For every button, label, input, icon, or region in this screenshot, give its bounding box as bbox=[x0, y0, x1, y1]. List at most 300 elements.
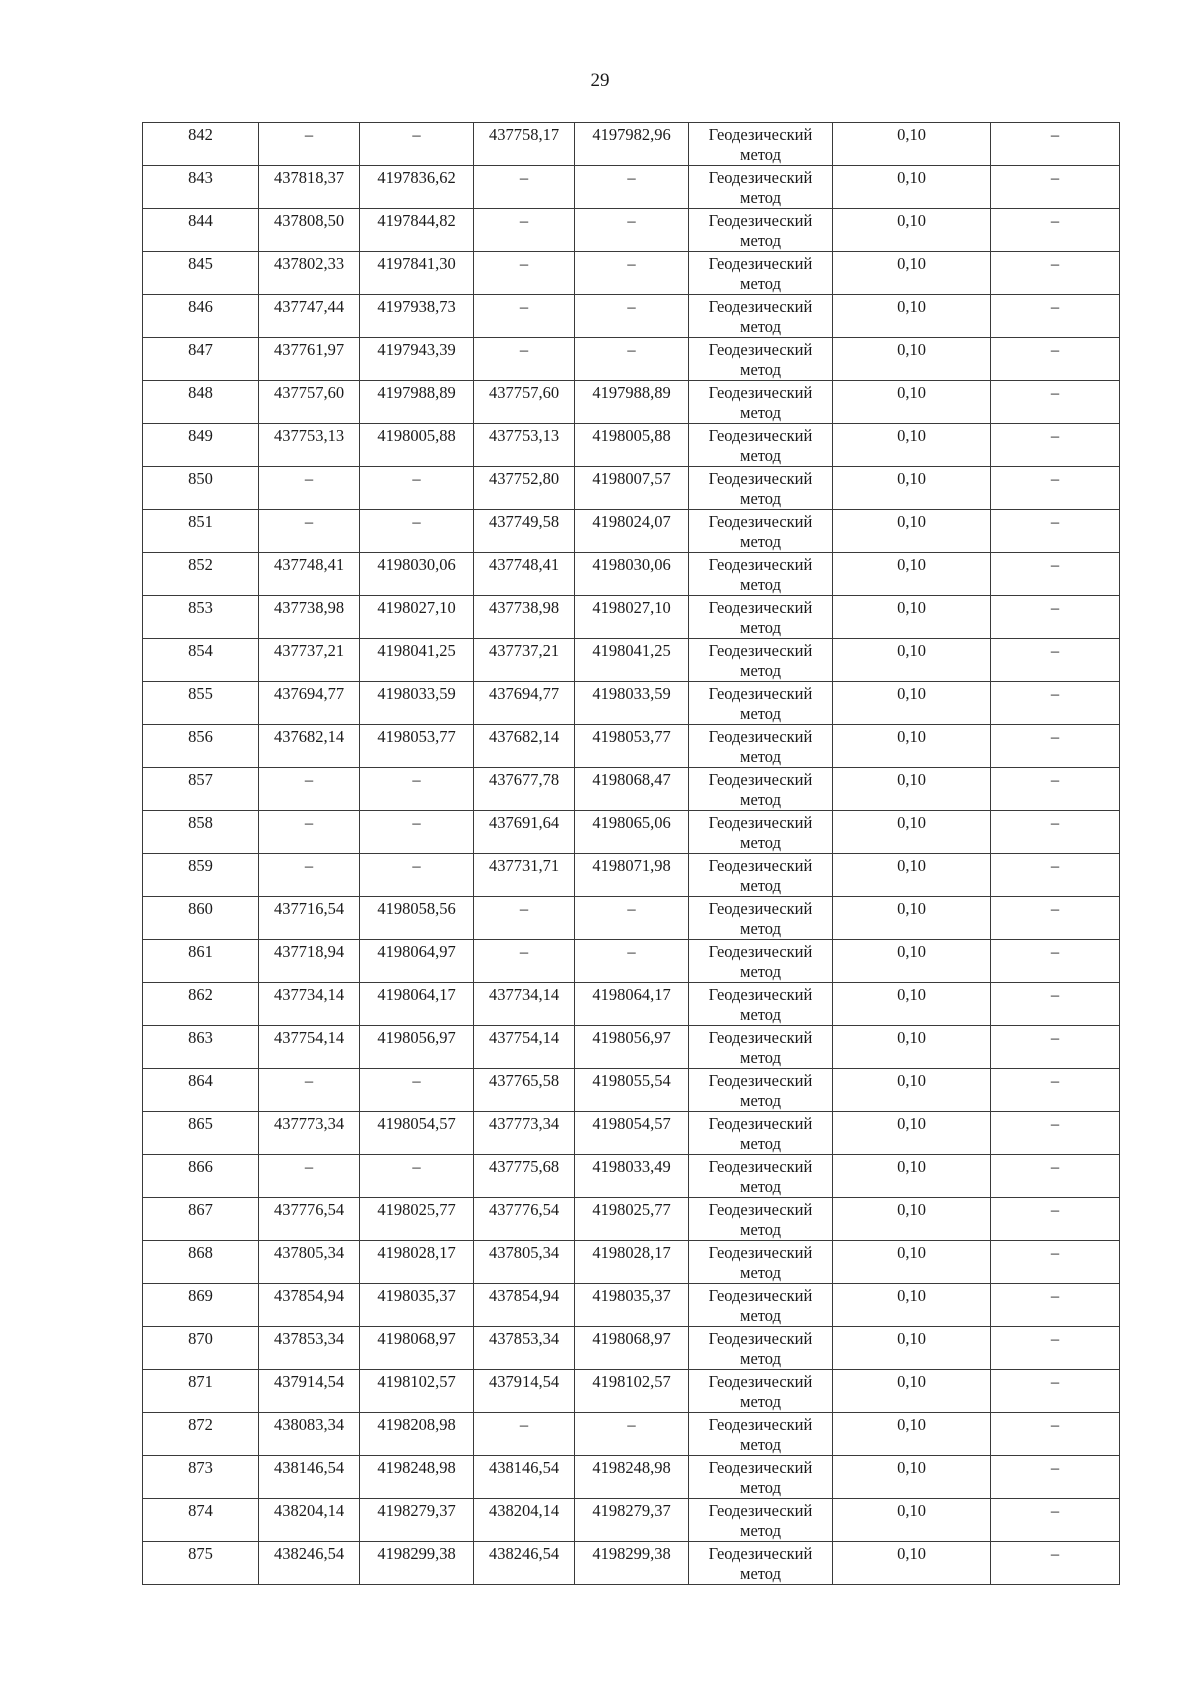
cell-y-new bbox=[575, 338, 689, 381]
cell-text: 4198007,57 bbox=[592, 469, 671, 488]
cell-text: 861 bbox=[188, 942, 213, 961]
cell-x-existing bbox=[259, 553, 360, 596]
cell-extra bbox=[991, 725, 1120, 768]
cell-method bbox=[689, 1370, 833, 1413]
cell-text: Геодезический метод bbox=[708, 1243, 813, 1282]
cell-method bbox=[689, 897, 833, 940]
cell-y-new bbox=[575, 1069, 689, 1112]
cell-text: 4198055,54 bbox=[592, 1071, 671, 1090]
cell-text: – bbox=[412, 770, 421, 789]
coordinates-table bbox=[142, 122, 1120, 1585]
cell-accuracy bbox=[833, 682, 991, 725]
cell-text: Геодезический метод bbox=[708, 942, 813, 981]
cell-x-existing bbox=[259, 467, 360, 510]
cell-text: – bbox=[1050, 598, 1060, 617]
cell-x-new bbox=[474, 1327, 575, 1370]
cell-method bbox=[689, 1198, 833, 1241]
cell-text: 856 bbox=[188, 727, 213, 746]
cell-x-new bbox=[474, 1112, 575, 1155]
table-row bbox=[143, 639, 1120, 682]
cell-y-existing bbox=[360, 1413, 474, 1456]
cell-accuracy bbox=[833, 639, 991, 682]
cell-text: 437765,58 bbox=[488, 1071, 560, 1090]
cell-text: – bbox=[304, 125, 314, 144]
cell-method bbox=[689, 639, 833, 682]
cell-y-existing bbox=[360, 123, 474, 166]
cell-text: – bbox=[1050, 684, 1060, 703]
cell-text: 0,10 bbox=[897, 1200, 926, 1219]
cell-y-new bbox=[575, 1198, 689, 1241]
cell-text: – bbox=[1050, 1071, 1060, 1090]
cell-text: – bbox=[519, 899, 529, 918]
cell-point-number bbox=[143, 897, 259, 940]
cell-text: – bbox=[1050, 297, 1060, 316]
cell-extra bbox=[991, 338, 1120, 381]
cell-point-number bbox=[143, 1112, 259, 1155]
cell-x-new bbox=[474, 123, 575, 166]
cell-y-existing bbox=[360, 1026, 474, 1069]
cell-text: 0,10 bbox=[897, 211, 926, 230]
cell-text: 437761,97 bbox=[273, 340, 345, 359]
cell-accuracy bbox=[833, 897, 991, 940]
cell-text: Геодезический метод bbox=[708, 254, 813, 293]
cell-text: 0,10 bbox=[897, 899, 926, 918]
cell-text: Геодезический метод bbox=[708, 813, 813, 852]
cell-text: Геодезический метод bbox=[708, 1372, 813, 1411]
cell-x-existing bbox=[259, 123, 360, 166]
cell-x-new bbox=[474, 252, 575, 295]
cell-text: 4198299,38 bbox=[377, 1544, 456, 1563]
cell-text: 4197841,30 bbox=[377, 254, 456, 273]
cell-x-new bbox=[474, 338, 575, 381]
table-row bbox=[143, 424, 1120, 467]
cell-y-existing bbox=[360, 682, 474, 725]
cell-text: 4198068,47 bbox=[592, 770, 671, 789]
cell-text: 871 bbox=[188, 1372, 213, 1391]
cell-text: 437854,94 bbox=[488, 1286, 560, 1305]
cell-text: – bbox=[1050, 1501, 1060, 1520]
cell-x-new bbox=[474, 1198, 575, 1241]
cell-text: 4198033,59 bbox=[377, 684, 456, 703]
cell-method bbox=[689, 1069, 833, 1112]
cell-y-new bbox=[575, 940, 689, 983]
cell-y-existing bbox=[360, 639, 474, 682]
cell-text: – bbox=[627, 340, 636, 359]
cell-x-existing bbox=[259, 725, 360, 768]
cell-text: 437773,34 bbox=[273, 1114, 345, 1133]
table-row bbox=[143, 768, 1120, 811]
cell-extra bbox=[991, 1542, 1120, 1585]
cell-text: 437808,50 bbox=[273, 211, 345, 230]
cell-text: 850 bbox=[188, 469, 213, 488]
cell-x-existing bbox=[259, 1284, 360, 1327]
cell-point-number bbox=[143, 166, 259, 209]
cell-text: 4198102,57 bbox=[592, 1372, 671, 1391]
table-row bbox=[143, 940, 1120, 983]
cell-point-number bbox=[143, 1542, 259, 1585]
cell-text: 0,10 bbox=[897, 512, 926, 531]
cell-text: – bbox=[627, 211, 636, 230]
table-row bbox=[143, 1198, 1120, 1241]
cell-accuracy bbox=[833, 252, 991, 295]
cell-y-new bbox=[575, 983, 689, 1026]
cell-text: 4198024,07 bbox=[592, 512, 671, 531]
cell-extra bbox=[991, 166, 1120, 209]
table-row bbox=[143, 1284, 1120, 1327]
cell-text: – bbox=[1050, 1544, 1060, 1563]
cell-x-new bbox=[474, 1284, 575, 1327]
cell-text: 4197938,73 bbox=[377, 297, 456, 316]
cell-text: 4198248,98 bbox=[377, 1458, 456, 1477]
cell-text: 437775,68 bbox=[488, 1157, 560, 1176]
cell-text: 0,10 bbox=[897, 1329, 926, 1348]
cell-x-new bbox=[474, 424, 575, 467]
cell-text: 844 bbox=[188, 211, 213, 230]
cell-x-new bbox=[474, 467, 575, 510]
cell-text: 4198056,97 bbox=[592, 1028, 671, 1047]
cell-text: 4198248,98 bbox=[592, 1458, 671, 1477]
cell-x-existing bbox=[259, 1499, 360, 1542]
cell-y-existing bbox=[360, 811, 474, 854]
cell-point-number bbox=[143, 725, 259, 768]
cell-accuracy bbox=[833, 596, 991, 639]
cell-text: 874 bbox=[188, 1501, 213, 1520]
cell-extra bbox=[991, 1413, 1120, 1456]
cell-text: 437753,13 bbox=[488, 426, 560, 445]
cell-y-new bbox=[575, 854, 689, 897]
cell-text: 4198056,97 bbox=[377, 1028, 456, 1047]
cell-accuracy bbox=[833, 725, 991, 768]
cell-accuracy bbox=[833, 1155, 991, 1198]
cell-y-existing bbox=[360, 1284, 474, 1327]
cell-accuracy bbox=[833, 295, 991, 338]
cell-y-existing bbox=[360, 381, 474, 424]
cell-text: 4198025,77 bbox=[592, 1200, 671, 1219]
cell-text: 0,10 bbox=[897, 1544, 926, 1563]
cell-text: 437757,60 bbox=[273, 383, 345, 402]
cell-point-number bbox=[143, 1155, 259, 1198]
cell-text: 437716,54 bbox=[273, 899, 345, 918]
cell-text: 4198027,10 bbox=[592, 598, 671, 617]
cell-text: Геодезический метод bbox=[708, 125, 813, 164]
cell-y-existing bbox=[360, 725, 474, 768]
cell-text: – bbox=[1050, 727, 1060, 746]
cell-x-existing bbox=[259, 1198, 360, 1241]
cell-x-existing bbox=[259, 854, 360, 897]
cell-text: 437773,34 bbox=[488, 1114, 560, 1133]
cell-text: 0,10 bbox=[897, 340, 926, 359]
table-row bbox=[143, 338, 1120, 381]
cell-point-number bbox=[143, 854, 259, 897]
cell-text: – bbox=[519, 211, 529, 230]
cell-x-existing bbox=[259, 596, 360, 639]
cell-text: – bbox=[627, 899, 636, 918]
cell-text: 4198064,17 bbox=[377, 985, 456, 1004]
table-row bbox=[143, 295, 1120, 338]
cell-method bbox=[689, 424, 833, 467]
cell-extra bbox=[991, 596, 1120, 639]
cell-x-existing bbox=[259, 1241, 360, 1284]
cell-text: Геодезический метод bbox=[708, 383, 813, 422]
cell-text: 437853,34 bbox=[488, 1329, 560, 1348]
cell-point-number bbox=[143, 811, 259, 854]
cell-point-number bbox=[143, 596, 259, 639]
cell-text: 873 bbox=[188, 1458, 213, 1477]
cell-text: – bbox=[1050, 1372, 1060, 1391]
cell-x-existing bbox=[259, 1542, 360, 1585]
cell-text: – bbox=[1050, 770, 1060, 789]
cell-text: 0,10 bbox=[897, 856, 926, 875]
cell-text: 4198025,77 bbox=[377, 1200, 456, 1219]
cell-text: 0,10 bbox=[897, 254, 926, 273]
cell-point-number bbox=[143, 682, 259, 725]
cell-x-new bbox=[474, 1456, 575, 1499]
cell-text: 4197982,96 bbox=[592, 125, 671, 144]
cell-point-number bbox=[143, 1456, 259, 1499]
cell-x-existing bbox=[259, 1327, 360, 1370]
cell-extra bbox=[991, 1499, 1120, 1542]
cell-text: 0,10 bbox=[897, 684, 926, 703]
cell-method bbox=[689, 1542, 833, 1585]
cell-text: 0,10 bbox=[897, 383, 926, 402]
cell-text: – bbox=[304, 770, 314, 789]
cell-text: 847 bbox=[188, 340, 213, 359]
cell-text: 438204,14 bbox=[273, 1501, 345, 1520]
cell-text: – bbox=[519, 168, 529, 187]
cell-text: 437818,37 bbox=[273, 168, 345, 187]
table-row bbox=[143, 983, 1120, 1026]
cell-text: – bbox=[627, 297, 636, 316]
cell-text: – bbox=[1050, 512, 1060, 531]
cell-text: – bbox=[627, 942, 636, 961]
cell-accuracy bbox=[833, 123, 991, 166]
cell-text: 858 bbox=[188, 813, 213, 832]
cell-x-existing bbox=[259, 768, 360, 811]
cell-text: Геодезический метод bbox=[708, 770, 813, 809]
cell-text: 437914,54 bbox=[488, 1372, 560, 1391]
cell-extra bbox=[991, 1026, 1120, 1069]
cell-x-new bbox=[474, 1542, 575, 1585]
cell-y-new bbox=[575, 166, 689, 209]
table-row bbox=[143, 252, 1120, 295]
cell-text: 4198035,37 bbox=[592, 1286, 671, 1305]
cell-text: – bbox=[519, 340, 529, 359]
cell-y-new bbox=[575, 1112, 689, 1155]
cell-text: – bbox=[1050, 426, 1060, 445]
cell-text: – bbox=[519, 254, 529, 273]
cell-text: 437718,94 bbox=[273, 942, 345, 961]
cell-text: 437747,44 bbox=[273, 297, 345, 316]
cell-y-new bbox=[575, 1026, 689, 1069]
cell-method bbox=[689, 123, 833, 166]
cell-y-new bbox=[575, 1284, 689, 1327]
cell-accuracy bbox=[833, 1327, 991, 1370]
cell-accuracy bbox=[833, 1542, 991, 1585]
table-row bbox=[143, 1241, 1120, 1284]
cell-text: 872 bbox=[188, 1415, 213, 1434]
cell-extra bbox=[991, 1370, 1120, 1413]
cell-y-new bbox=[575, 1155, 689, 1198]
cell-text: 864 bbox=[188, 1071, 213, 1090]
cell-x-existing bbox=[259, 209, 360, 252]
cell-text: 437914,54 bbox=[273, 1372, 345, 1391]
cell-accuracy bbox=[833, 1069, 991, 1112]
cell-x-new bbox=[474, 381, 575, 424]
cell-extra bbox=[991, 1456, 1120, 1499]
cell-x-existing bbox=[259, 381, 360, 424]
cell-text: – bbox=[1050, 555, 1060, 574]
cell-text: – bbox=[627, 1415, 636, 1434]
table-row bbox=[143, 553, 1120, 596]
cell-x-new bbox=[474, 897, 575, 940]
cell-text: 0,10 bbox=[897, 1501, 926, 1520]
cell-text: 4198279,37 bbox=[377, 1501, 456, 1520]
cell-text: Геодезический метод bbox=[708, 1286, 813, 1325]
cell-text: 0,10 bbox=[897, 813, 926, 832]
cell-method bbox=[689, 1327, 833, 1370]
table-row bbox=[143, 381, 1120, 424]
cell-accuracy bbox=[833, 1026, 991, 1069]
cell-extra bbox=[991, 123, 1120, 166]
cell-text: – bbox=[412, 125, 421, 144]
table-row bbox=[143, 854, 1120, 897]
cell-text: – bbox=[1050, 1114, 1060, 1133]
cell-text: 853 bbox=[188, 598, 213, 617]
cell-text: – bbox=[304, 512, 314, 531]
cell-x-existing bbox=[259, 940, 360, 983]
cell-text: 437748,41 bbox=[273, 555, 345, 574]
cell-x-existing bbox=[259, 510, 360, 553]
cell-point-number bbox=[143, 1370, 259, 1413]
cell-text: 848 bbox=[188, 383, 213, 402]
table-row bbox=[143, 596, 1120, 639]
cell-y-existing bbox=[360, 553, 474, 596]
cell-x-new bbox=[474, 510, 575, 553]
cell-text: 4198030,06 bbox=[377, 555, 456, 574]
cell-y-existing bbox=[360, 1499, 474, 1542]
cell-point-number bbox=[143, 295, 259, 338]
cell-text: – bbox=[1050, 813, 1060, 832]
cell-text: 846 bbox=[188, 297, 213, 316]
cell-text: 437737,21 bbox=[273, 641, 345, 660]
cell-text: 4198102,57 bbox=[377, 1372, 456, 1391]
cell-x-existing bbox=[259, 983, 360, 1026]
cell-text: – bbox=[519, 297, 529, 316]
cell-method bbox=[689, 295, 833, 338]
cell-text: 842 bbox=[188, 125, 213, 144]
cell-text: 855 bbox=[188, 684, 213, 703]
cell-x-existing bbox=[259, 1155, 360, 1198]
cell-text: 4198005,88 bbox=[377, 426, 456, 445]
cell-y-new bbox=[575, 381, 689, 424]
cell-y-existing bbox=[360, 1198, 474, 1241]
cell-text: 0,10 bbox=[897, 1458, 926, 1477]
cell-extra bbox=[991, 252, 1120, 295]
cell-y-existing bbox=[360, 209, 474, 252]
cell-text: 437682,14 bbox=[273, 727, 345, 746]
cell-y-existing bbox=[360, 424, 474, 467]
cell-y-new bbox=[575, 553, 689, 596]
cell-text: – bbox=[1050, 1243, 1060, 1262]
page-number: 29 bbox=[590, 70, 610, 91]
cell-point-number bbox=[143, 1198, 259, 1241]
cell-method bbox=[689, 209, 833, 252]
cell-text: Геодезический метод bbox=[708, 1501, 813, 1540]
cell-y-existing bbox=[360, 510, 474, 553]
cell-accuracy bbox=[833, 467, 991, 510]
cell-text: Геодезический метод bbox=[708, 512, 813, 551]
cell-point-number bbox=[143, 1499, 259, 1542]
cell-text: 437682,14 bbox=[488, 727, 560, 746]
cell-extra bbox=[991, 381, 1120, 424]
cell-y-new bbox=[575, 424, 689, 467]
cell-y-new bbox=[575, 1241, 689, 1284]
cell-text: 437754,14 bbox=[488, 1028, 560, 1047]
table-row bbox=[143, 1327, 1120, 1370]
cell-y-new bbox=[575, 252, 689, 295]
cell-text: 4198054,57 bbox=[592, 1114, 671, 1133]
cell-text: 4198027,10 bbox=[377, 598, 456, 617]
cell-text: – bbox=[519, 942, 529, 961]
cell-y-existing bbox=[360, 1327, 474, 1370]
cell-text: Геодезический метод bbox=[708, 1071, 813, 1110]
cell-y-new bbox=[575, 123, 689, 166]
cell-text: 4197988,89 bbox=[377, 383, 456, 402]
cell-extra bbox=[991, 768, 1120, 811]
cell-text: 0,10 bbox=[897, 168, 926, 187]
cell-text: 843 bbox=[188, 168, 213, 187]
cell-method bbox=[689, 725, 833, 768]
cell-text: – bbox=[1050, 254, 1060, 273]
cell-y-new bbox=[575, 1456, 689, 1499]
cell-text: 867 bbox=[188, 1200, 213, 1219]
cell-method bbox=[689, 983, 833, 1026]
cell-text: 0,10 bbox=[897, 1286, 926, 1305]
cell-text: 438083,34 bbox=[273, 1415, 345, 1434]
cell-text: 859 bbox=[188, 856, 213, 875]
cell-y-new bbox=[575, 1413, 689, 1456]
cell-text: 0,10 bbox=[897, 1372, 926, 1391]
table-row bbox=[143, 510, 1120, 553]
cell-text: 845 bbox=[188, 254, 213, 273]
cell-text: 4198033,49 bbox=[592, 1157, 671, 1176]
cell-text: 437758,17 bbox=[488, 125, 560, 144]
cell-text: – bbox=[1050, 1157, 1060, 1176]
cell-method bbox=[689, 252, 833, 295]
cell-text: 4198005,88 bbox=[592, 426, 671, 445]
cell-y-existing bbox=[360, 1112, 474, 1155]
cell-extra bbox=[991, 1069, 1120, 1112]
cell-x-new bbox=[474, 1241, 575, 1284]
cell-text: 438246,54 bbox=[488, 1544, 560, 1563]
cell-method bbox=[689, 768, 833, 811]
cell-y-existing bbox=[360, 897, 474, 940]
cell-text: – bbox=[304, 469, 314, 488]
cell-text: Геодезический метод bbox=[708, 598, 813, 637]
cell-x-existing bbox=[259, 682, 360, 725]
cell-text: Геодезический метод bbox=[708, 727, 813, 766]
table-row bbox=[143, 725, 1120, 768]
cell-x-new bbox=[474, 596, 575, 639]
cell-text: 437757,60 bbox=[488, 383, 560, 402]
cell-text: 869 bbox=[188, 1286, 213, 1305]
cell-x-existing bbox=[259, 295, 360, 338]
cell-text: 437731,71 bbox=[488, 856, 560, 875]
cell-text: – bbox=[304, 1071, 314, 1090]
cell-text: Геодезический метод bbox=[708, 211, 813, 250]
cell-method bbox=[689, 682, 833, 725]
cell-text: – bbox=[304, 856, 314, 875]
